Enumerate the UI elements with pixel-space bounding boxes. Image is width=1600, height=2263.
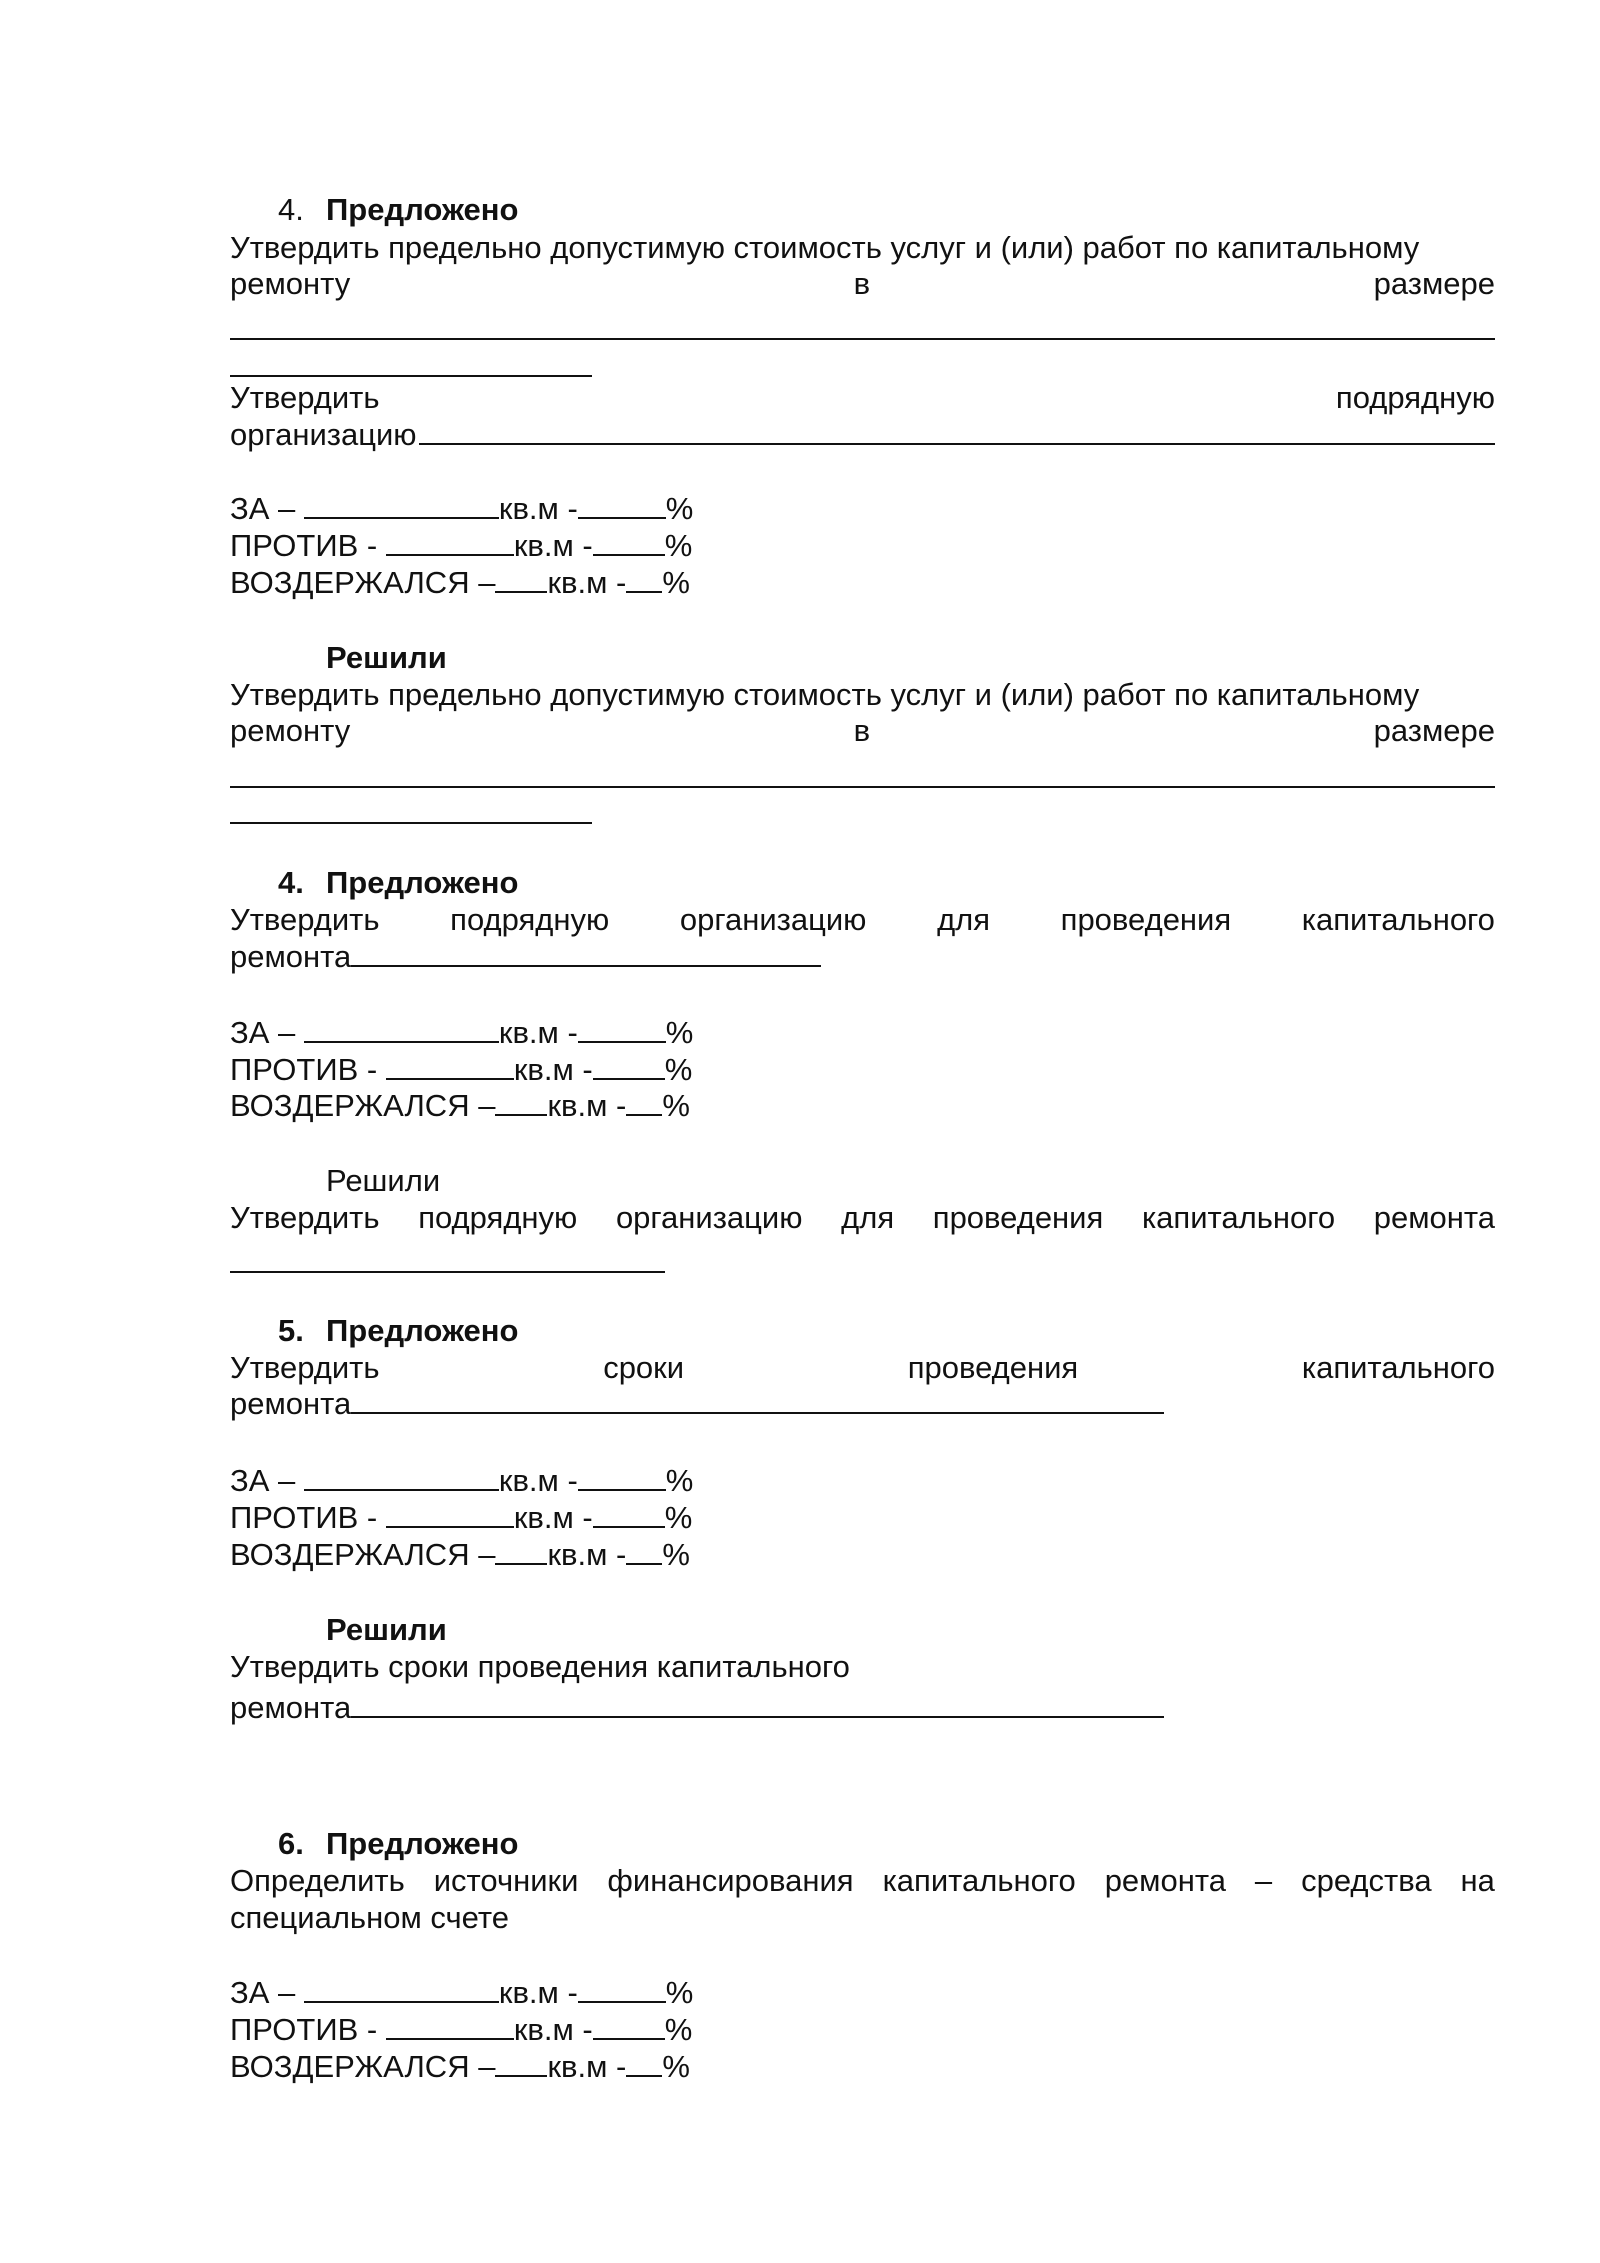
vote-blank bbox=[495, 1536, 547, 1565]
vote-blank bbox=[304, 490, 499, 519]
section-title: Предложено bbox=[326, 1313, 519, 1348]
decided-title: Решили bbox=[326, 640, 447, 675]
word: Утвердить bbox=[230, 380, 380, 415]
blank-line bbox=[230, 822, 592, 824]
decided-title: Решили bbox=[326, 1163, 441, 1198]
vote-for-line: ЗА – кв.м - % bbox=[230, 1975, 694, 2010]
section-heading bbox=[278, 191, 518, 229]
section-title: Предложено bbox=[326, 1826, 519, 1861]
vote-for-line: ЗА – кв.м - % bbox=[230, 1015, 694, 1050]
section-heading bbox=[278, 1312, 518, 1350]
vote-blank bbox=[495, 1087, 547, 1116]
vote-blank bbox=[386, 1051, 514, 1080]
fill-blank bbox=[351, 1385, 1164, 1414]
decided-text-line: Утвердить сроки проведения капитального bbox=[230, 1649, 850, 1684]
percent-blank bbox=[578, 1462, 666, 1491]
vote-blank bbox=[495, 2048, 547, 2077]
vote-blank bbox=[386, 1499, 514, 1528]
section-number: 5. bbox=[278, 1313, 304, 1348]
section-title: Предложено bbox=[326, 192, 519, 227]
vote-against-line: ПРОТИВ - кв.м - % bbox=[230, 1052, 693, 1087]
decided-text-line bbox=[230, 712, 1495, 750]
percent-blank bbox=[578, 1974, 666, 2003]
percent-blank bbox=[626, 2048, 662, 2077]
vote-against-line: ПРОТИВ - кв.м - % bbox=[230, 1500, 693, 1535]
word: размере bbox=[1373, 266, 1495, 301]
blank-line bbox=[230, 1271, 665, 1273]
vote-against-line: ПРОТИВ - кв.м - % bbox=[230, 2012, 693, 2047]
percent-blank bbox=[626, 1536, 662, 1565]
section-number: 4. bbox=[278, 865, 304, 900]
percent-blank bbox=[578, 1014, 666, 1043]
fill-blank bbox=[351, 938, 821, 967]
word: ремонту bbox=[230, 713, 351, 748]
vote-blank bbox=[304, 1014, 499, 1043]
section-title: Предложено bbox=[326, 865, 519, 900]
percent-blank bbox=[593, 527, 665, 556]
vote-abstain-line: ВОЗДЕРЖАЛСЯ – кв.м - % bbox=[230, 2049, 690, 2084]
proposed-text-line: специальном счете bbox=[230, 1900, 509, 1935]
decided-title: Решили bbox=[326, 1612, 447, 1647]
vote-for-line: ЗА – кв.м - % bbox=[230, 1463, 694, 1498]
percent-blank bbox=[626, 564, 662, 593]
decided-text-line: ремонта bbox=[230, 1689, 1495, 1727]
section-number: 6. bbox=[278, 1826, 304, 1861]
vote-against-line: ПРОТИВ - кв.м - % bbox=[230, 528, 693, 563]
percent-blank bbox=[593, 2011, 665, 2040]
word: размере bbox=[1373, 713, 1495, 748]
section-heading bbox=[278, 864, 518, 902]
vote-for-line: ЗА – кв.м - % bbox=[230, 491, 694, 526]
blank-line bbox=[230, 786, 1495, 788]
blank-line bbox=[230, 375, 592, 377]
proposed-text-line: ремонта bbox=[230, 1385, 1495, 1423]
percent-blank bbox=[626, 1087, 662, 1116]
proposed-text-line: Утвердить сроки проведения капитального bbox=[230, 1350, 1495, 1385]
proposed-text-line bbox=[230, 379, 1495, 417]
proposed-text-line: Определить источники финансирования капитального ремонта – средства на bbox=[230, 1863, 1495, 1898]
decided-text-line: Утвердить подрядную организацию для проведения капитального ремонта bbox=[230, 1200, 1495, 1235]
fill-blank bbox=[351, 1689, 1164, 1718]
fill-blank bbox=[419, 416, 1495, 445]
proposed-text-line: ремонта bbox=[230, 938, 1495, 976]
proposed-text-line: Утвердить предельно допустимую стоимость услуг и (или) работ по капитальному bbox=[230, 230, 1420, 265]
proposed-text-line bbox=[230, 416, 1495, 454]
vote-blank bbox=[495, 564, 547, 593]
word: ремонту bbox=[230, 266, 351, 301]
vote-abstain-line: ВОЗДЕРЖАЛСЯ – кв.м - % bbox=[230, 1537, 690, 1572]
vote-blank bbox=[304, 1462, 499, 1491]
section-number: 4. bbox=[278, 192, 304, 227]
vote-abstain-line: ВОЗДЕРЖАЛСЯ – кв.м - % bbox=[230, 1088, 690, 1123]
decided-text-line: Утвердить предельно допустимую стоимость услуг и (или) работ по капитальному bbox=[230, 677, 1420, 712]
percent-blank bbox=[593, 1051, 665, 1080]
section-heading bbox=[278, 1825, 518, 1863]
vote-blank bbox=[386, 2011, 514, 2040]
percent-blank bbox=[578, 490, 666, 519]
vote-blank bbox=[386, 527, 514, 556]
word: в bbox=[853, 266, 871, 301]
proposed-text-line: Утвердить подрядную организацию для проведения капитального bbox=[230, 902, 1495, 937]
percent-blank bbox=[593, 1499, 665, 1528]
proposed-text-line bbox=[230, 265, 1495, 303]
blank-line bbox=[230, 338, 1495, 340]
word: в bbox=[853, 713, 871, 748]
vote-abstain-line: ВОЗДЕРЖАЛСЯ – кв.м - % bbox=[230, 565, 690, 600]
word: подрядную bbox=[1335, 380, 1495, 415]
word: организацию bbox=[230, 417, 417, 452]
vote-blank bbox=[304, 1974, 499, 2003]
